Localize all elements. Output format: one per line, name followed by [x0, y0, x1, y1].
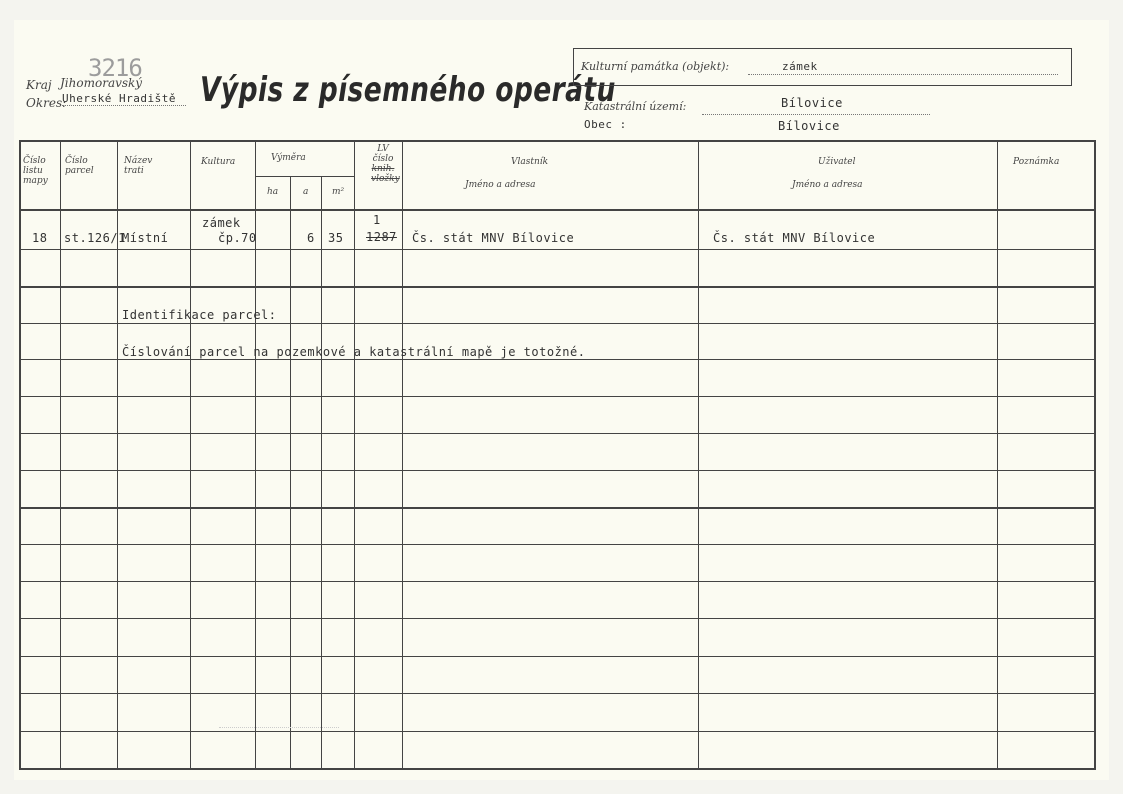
cell-a: 6	[307, 231, 315, 245]
row-line	[19, 359, 1096, 360]
cell-parcela: st.126/1	[64, 231, 126, 245]
stamp-number: 3216	[88, 54, 142, 82]
header-cislo-vlozky-1: číslo	[372, 154, 394, 164]
header-vlastnik-sub: Jméno a adresa	[465, 180, 536, 190]
header-nazev-trati	[124, 156, 152, 176]
row-line	[19, 544, 1096, 545]
col-line-10	[997, 140, 998, 770]
row-line	[19, 693, 1096, 694]
col-line-1	[60, 140, 61, 770]
header-cislo-listu-3: mapy	[23, 176, 48, 186]
cell-uzivatel: Čs. stát MNV Bílovice	[713, 231, 876, 245]
table-bottom-border	[19, 768, 1096, 770]
header-poznamka: Poznámka	[1013, 157, 1060, 167]
header-nazev-trati-1: Název	[124, 156, 153, 166]
header-nazev-trati-2: trati	[124, 166, 144, 176]
col-line-11	[1094, 140, 1096, 770]
header-cislo-listu-1: Číslo	[23, 156, 46, 166]
header-uzivatel: Uživatel	[818, 157, 856, 167]
header-vymera: Výměra	[271, 153, 306, 163]
cell-kultura-bottom: čp.70	[218, 231, 257, 245]
row-line	[19, 249, 1096, 250]
kulturni-value: zámek	[782, 60, 818, 73]
okres-label: Okres:	[26, 96, 67, 110]
header-cislo-parcel	[65, 156, 94, 176]
header-vlastnik: Vlastník	[511, 157, 549, 167]
col-line-9	[698, 140, 699, 770]
table-top-border	[19, 140, 1096, 142]
header-m2: m²	[332, 187, 345, 197]
col-line-0	[19, 140, 21, 770]
row-line	[19, 507, 1096, 509]
row-line	[19, 323, 1096, 324]
cell-m2: 35	[328, 231, 344, 245]
header-cislo-parcel-1: Číslo	[65, 156, 88, 166]
header-ha: ha	[267, 187, 279, 197]
obec-value: Bílovice	[778, 119, 840, 133]
header-kultura: Kultura	[201, 157, 236, 167]
header-cislo-vlozky-2: knih.	[371, 164, 395, 174]
note-identifikace: Identifikace parcel:	[122, 308, 277, 322]
col-line-5	[290, 176, 291, 770]
vymera-subheader-line	[255, 176, 354, 177]
kulturni-label: Kulturní památka (objekt):	[581, 60, 730, 73]
header-cislo-listu	[23, 156, 48, 186]
header-lv-label: LV	[377, 144, 389, 154]
katastralni-label: Katastrální území:	[584, 100, 687, 113]
document-title: Výpis z písemného operátu	[200, 70, 616, 110]
header-cislo-listu-2: listu	[23, 166, 43, 176]
kraj-value: Jihomoravský	[60, 76, 143, 90]
faint-mark	[219, 727, 339, 728]
header-uzivatel-sub: Jméno a adresa	[792, 180, 863, 190]
row-line	[19, 581, 1096, 582]
cell-kultura-top: zámek	[202, 216, 241, 230]
cell-list: 18	[32, 231, 48, 245]
document-sheet	[14, 20, 1109, 780]
kraj-label: Kraj	[26, 78, 52, 92]
row-line	[19, 433, 1096, 434]
cell-trat: Místní	[122, 231, 169, 245]
row-line	[19, 470, 1096, 471]
col-line-8	[402, 140, 403, 770]
note-cislovani: Číslování parcel na pozemkové a katastrální mapě je totožné.	[122, 345, 586, 359]
header-a: a	[303, 187, 309, 197]
obec-label: Obec :	[584, 118, 627, 131]
row-line	[19, 731, 1096, 732]
col-line-3	[190, 140, 191, 770]
row-line	[19, 656, 1096, 657]
header-bottom-border	[19, 209, 1096, 211]
col-line-7	[354, 140, 355, 770]
row-line	[19, 618, 1096, 619]
header-lv	[371, 144, 400, 184]
header-cislo-parcel-2: parcel	[65, 166, 94, 176]
okres-value: Uherské Hradiště	[62, 92, 186, 106]
cell-lv-new: 1	[373, 213, 381, 227]
cell-vlastnik: Čs. stát MNV Bílovice	[412, 231, 575, 245]
col-line-6	[321, 176, 322, 770]
cell-lv-old: 1287	[366, 230, 397, 244]
header-cislo-vlozky-3: vložky	[371, 174, 400, 184]
katastralni-value: Bílovice	[781, 96, 843, 110]
row-line	[19, 396, 1096, 397]
row-line	[19, 286, 1096, 288]
